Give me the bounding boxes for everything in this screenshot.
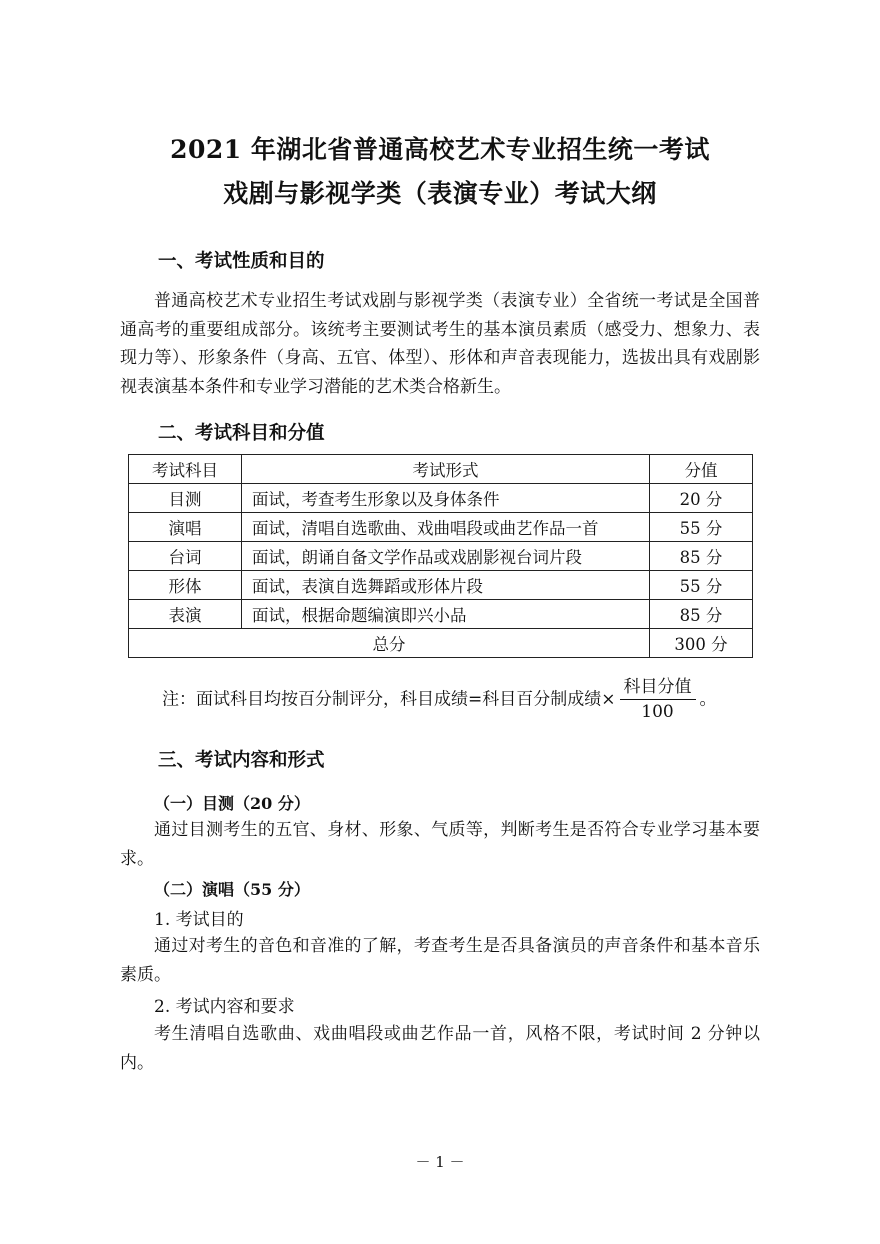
row-form: 面试，清唱自选歌曲、戏曲唱段或曲艺作品一首 [242,513,650,542]
row-form: 面试，朗诵自备文学作品或戏剧影视台词片段 [242,542,650,571]
header-form: 考试形式 [242,455,650,484]
total-label: 总分 [129,629,650,658]
table-total-row [129,629,753,658]
document-title-line2: 戏剧与影视学类（表演专业）考试大纲 [223,179,657,208]
header-subject: 考试科目 [129,455,242,484]
table-row [129,571,753,600]
note-prefix: 注：面试科目均按百分制评分，科目成绩=科目百分制成绩× [162,689,616,710]
document-title-line1: 2021 年湖北省普通高校艺术专业招生统一考试 [170,135,710,164]
score-fraction [620,672,696,722]
sub2-item2-title: 2. 考试内容和要求 [154,997,295,1017]
row-form: 面试，表演自选舞蹈或形体片段 [242,571,650,600]
row-score: 55 分 [650,513,753,542]
note-suffix: 。 [699,689,717,710]
sub2-item1-text: 通过对考生的音色和音准的了解，考查考生是否具备演员的声音条件和基本音乐素质。 [120,936,760,985]
total-value: 300 分 [650,629,753,658]
header-score: 分值 [650,455,753,484]
section3-heading: 三、考试内容和形式 [158,750,325,771]
page-number: － 1 － [415,1153,465,1171]
row-score: 85 分 [650,542,753,571]
fraction-denominator: 100 [641,702,674,722]
sub1-paragraph: 通过目测考生的五官、身材、形象、气质等，判断考生是否符合专业学习基本要求。 [120,820,760,869]
fraction-numerator: 科目分值 [620,672,696,700]
score-table [128,454,753,658]
table-row [129,513,753,542]
row-form: 面试，考查考生形象以及身体条件 [242,484,650,513]
row-subject: 形体 [129,571,242,600]
row-score: 20 分 [650,484,753,513]
row-subject: 演唱 [129,513,242,542]
section1-heading: 一、考试性质和目的 [158,251,325,272]
row-score: 55 分 [650,571,753,600]
row-score: 85 分 [650,600,753,629]
section2-heading: 二、考试科目和分值 [158,423,325,444]
table-header-row [129,455,753,484]
row-subject: 台词 [129,542,242,571]
table-row [129,600,753,629]
sub2-heading: （二）演唱（55 分） [154,880,310,899]
section1-paragraph: 普通高校艺术专业招生考试戏剧与影视学类（表演专业）全省统一考试是全国普通高考的重要组成部分。该统考主要测试考生的基本演员素质（感受力、想象力、表现力等）、形象条件（身高、五官、体型）、形体和声音表现能力，选拔出具有戏剧影视表演基本条件和专业学习潜能的艺术类合格新生。 [120,291,760,397]
row-form: 面试，根据命题编演即兴小品 [242,600,650,629]
table-row [129,542,753,571]
sub2-item2-text: 考生清唱自选歌曲、戏曲唱段或曲艺作品一首，风格不限，考试时间 2 分钟以内。 [120,1024,760,1073]
sub2-item1-title: 1. 考试目的 [154,910,244,930]
sub1-heading: （一）目测（20 分） [154,794,310,813]
row-subject: 表演 [129,600,242,629]
row-subject: 目测 [129,484,242,513]
table-row [129,484,753,513]
score-note [162,672,717,724]
